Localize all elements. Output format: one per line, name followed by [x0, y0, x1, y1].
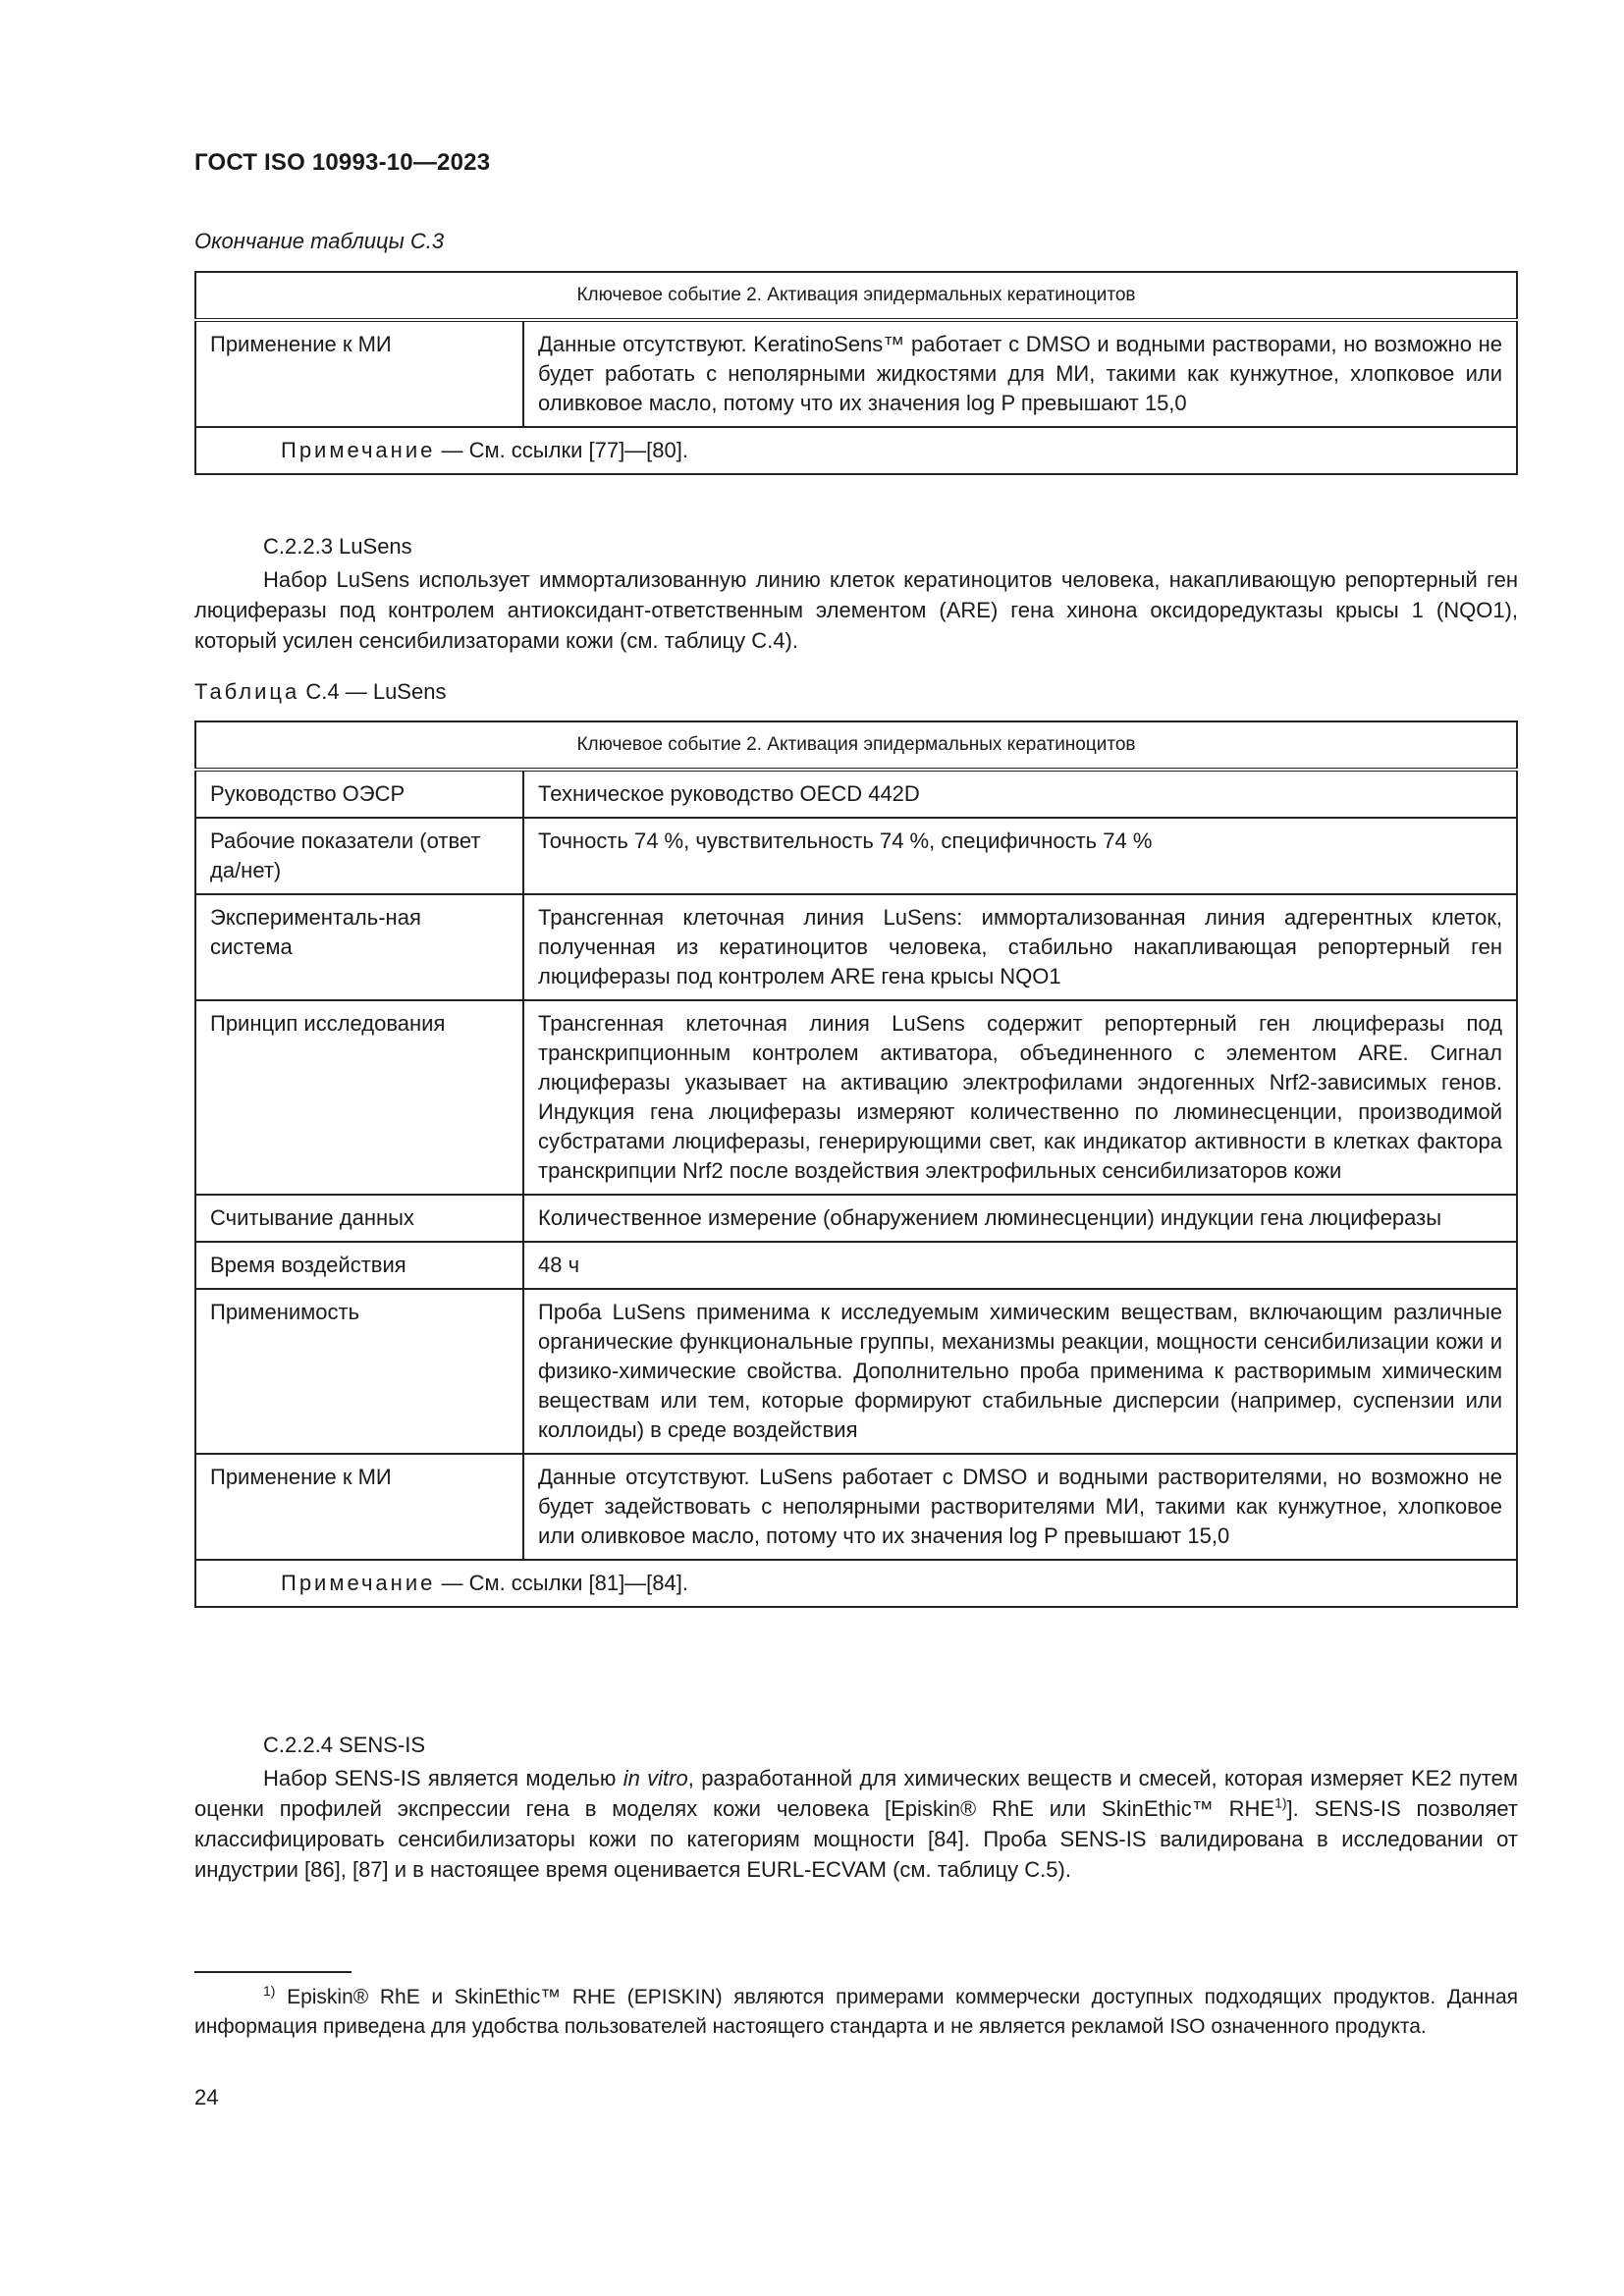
paragraph-text: Набор SENS-IS является моделью — [263, 1766, 623, 1790]
row-label: Считывание данных — [195, 1195, 523, 1242]
row-label: Принцип исследования — [195, 1000, 523, 1195]
table-c4 — [194, 721, 1518, 1608]
page-number: 24 — [194, 2085, 219, 2109]
table-note — [195, 427, 1517, 474]
caption-text: С.4 — LuSens — [299, 679, 447, 704]
row-value: Проба LuSens применима к исследуемым химическим веществам, включающим различные органические функциональные группы, механизмы реакции, мощности сенсибилизации кожи и физико-химические свойства. Дополнительно проба применима к растворимым химическим веществам или тем, которые формируют стабильные дисперсии (например, суспензии или коллоиды) в среде воздействия — [523, 1289, 1517, 1454]
row-value: 48 ч — [523, 1242, 1517, 1289]
row-label: Эксперименталь-ная система — [195, 894, 523, 1000]
table-row — [195, 818, 1517, 894]
row-label: Применение к МИ — [195, 320, 523, 427]
table-row — [195, 1242, 1517, 1289]
section-heading: С.2.2.3 LuSens — [263, 534, 412, 559]
key-event-header: Ключевое событие 2. Активация эпидермальных кератиноцитов — [195, 721, 1517, 770]
table-row — [195, 1454, 1517, 1560]
footnote — [194, 1983, 1518, 2042]
row-value: Данные отсутствуют. KeratinoSens™ работает с DMSO и водными растворами, но возможно не будет работать с неполярными жидкостями для МИ, такими как кунжутное, хлопковое или оливковое масло, потому что их значения log P превышают 15,0 — [523, 320, 1517, 427]
row-label: Рабочие показатели (ответ да/нет) — [195, 818, 523, 894]
table-row — [195, 894, 1517, 1000]
row-value: Данные отсутствуют. LuSens работает с DMSO и водными растворителями, но возможно не будет задействовать с неполярными растворителями МИ, такими как кунжутное, хлопковое или оливковое масло, потому что их значения log P превышают 15,0 — [523, 1454, 1517, 1560]
row-value: Трансгенная клеточная линия LuSens содержит репортерный ген люциферазы под транскрипционным контролем активатора, объединенного с элементом ARE. Сигнал люциферазы указывает на активацию электрофилами эндогенных Nrf2-зависимых генов. Индукция гена люциферазы измеряют количественно по люминесценции, производимой субстратами люциферазы, генерирующими свет, как индикатор активности в клетках фактора транскрипции Nrf2 после воздействия электрофильных сенсибилизаторов кожи — [523, 1000, 1517, 1195]
row-value: Трансгенная клеточная линия LuSens: иммортализованная линия адгерентных клеток, полученная из кератиноцитов человека, стабильно накапливающая репортерный ген люциферазы под контролем ARE гена крысы NQO1 — [523, 894, 1517, 1000]
section-paragraph — [194, 1763, 1518, 1885]
row-value: Количественное измерение (обнаружением люминесценции) индукции гена люциферазы — [523, 1195, 1517, 1242]
table-row — [195, 1289, 1517, 1454]
table-row — [195, 1195, 1517, 1242]
table-caption — [194, 679, 446, 705]
note-text: — См. ссылки [81]—[84]. — [435, 1571, 688, 1595]
note-text: — См. ссылки [77]—[80]. — [435, 438, 688, 462]
row-label: Применимость — [195, 1289, 523, 1454]
caption-label: Таблица — [194, 679, 300, 704]
row-value: Точность 74 %, чувствительность 74 %, специфичность 74 % — [523, 818, 1517, 894]
paragraph-text: , разработанной для химических веществ и смесей, которая измеряет KE2 путем оценки профилей экспрессии гена в моделях кожи человека [Episkin® RhE или SkinEthic™ RHE — [194, 1766, 1518, 1821]
section-heading: С.2.2.4 SENS-IS — [263, 1733, 426, 1757]
row-value: Техническое руководство OECD 442D — [523, 770, 1517, 818]
footnote-divider — [194, 1971, 352, 1973]
row-label: Время воздействия — [195, 1242, 523, 1289]
footnote-marker: 1) — [263, 1983, 276, 1999]
document-header: ГОСТ ISO 10993-10—2023 — [194, 149, 491, 176]
table-note — [195, 1560, 1517, 1607]
section-paragraph: Набор LuSens использует иммортализованную линию клеток кератиноцитов человека, накапливающую репортерный ген люциферазы под контролем антиоксидант-ответственным элементом (ARE) гена хинона оксидоредуктазы крысы 1 (NQO1), который усилен сенсибилизаторами кожи (см. таблицу С.4). — [194, 567, 1518, 653]
table-row — [195, 770, 1517, 818]
note-label: Примечание — [281, 438, 436, 462]
note-label: Примечание — [281, 1571, 436, 1595]
table-row — [195, 320, 1517, 427]
table-continuation-label: Окончание таблицы С.3 — [194, 229, 445, 253]
table-row — [195, 1000, 1517, 1195]
footnote-text: Episkin® RhE и SkinEthic™ RHE (EPISKIN) являются примерами коммерчески доступных подходящих продуктов. Данная информация приведена для удобства пользователей настоящего стандарта и не является рекламой ISO означенного продукта. — [194, 1986, 1518, 2038]
row-label: Применение к МИ — [195, 1454, 523, 1560]
row-label: Руководство ОЭСР — [195, 770, 523, 818]
italic-term: in vitro — [623, 1766, 688, 1790]
paragraph-text: ]. SENS-IS позволяет классифицировать сенсибилизаторы кожи по категориям мощности [84]. Проба SENS-IS валидирована в исследовании от индустрии [86], [87] и в настоящее время оценивается EURL-ECVAM (см. таблицу С.5). — [194, 1796, 1519, 1882]
key-event-header: Ключевое событие 2. Активация эпидермальных кератиноцитов — [195, 272, 1517, 320]
footnote-reference[interactable]: 1) — [1274, 1794, 1287, 1811]
table-c3 — [194, 271, 1518, 475]
